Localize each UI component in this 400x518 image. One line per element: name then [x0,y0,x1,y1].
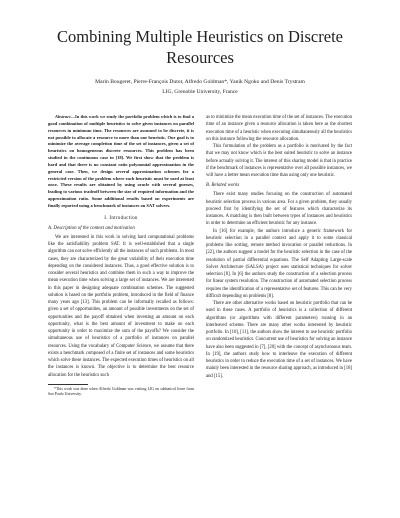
subsection-heading-related-works: B. Related works [206,183,240,189]
abstract-label: Abstract [55,114,71,119]
paragraph: as to minimize the mean execution time of the set of instances. The execution time of an instance given a resource allocation is taken here as the shortest execution time of a heuristic when executing simultaneously all the heuristics on this instance following the resource allocation. [206,115,352,142]
paragraph: We are interested in this work in solving hard computational problems like the satisfiability problem SAT. It is well-established that a single algorithm can not solve efficiently all the instances of such problems. In most cases, they are characterized by the great variability of their execution time depending on the considered instances. Thus, a good effective solution is to consider several heuristics and combine them in such a way to improve the mean execution time when solving a large set of instances. We are interested in this paper in designing adequate combination schemes. The suggested solution is based on the portfolio problem, introduced in the field of finance many years ago [13]. This problem can be informally recalled as follows: given a set of opportunities, an amount of possible investments on the set of opportunities and the payoff obtained when investing an amount on each opportunity, what is the best amount of investment to make on each opportunity in order to maximize the sum of the payoffs? We consider the simultaneous use of heuristics of a portfolio of instances on parallel resources. Using the vocabulary of Computer Science, we assume that there exists a benchmark composed of a finite set of instances and some heuristics which solve these instances. The expected execution times of heuristics on all the instances is known. The objective is to determine the best resource allocation for the heuristics such [48,234,194,378]
paragraph: In [16] for example, the authors introduce a generic framework for heuristic selection in a parallel context and apply it to some classical problems like sorting, remote method invocation or parallel reductions. In [22], the authors suggest a model for the heuristic selection in the case of the resolution of partial differential equations. The Self Adapting Large-scale Solver Architecture (SALSA) project uses statistical techniques for solver selection [8]. In [6] the authors study the construction of a selection process for linear system resolution. The construction of automated selection process requires the identification of a representative set of features. This can be very difficult depending on problems [8]. [206,228,352,299]
left-column [48,114,194,397]
abstract [48,114,194,210]
title-line-2: Resources [166,48,234,67]
title-line-1: Combining Multiple Heuristics on Discrete [57,27,343,46]
footnote-divider [48,384,88,385]
paragraph: There are other alternative works based on heuristic portfolio that can be used in these cases. A portfolio of heuristics is a collection of different algorithms (or algorithms with different parameters) running in an interleaved scheme. There are many other works interested by heuristic portfolio. In [10], [11], the authors show the interest to use heuristic portfolio on randomized heuristics. Concurrent use of heuristics for solving an instance have also been suggested in [7], [20] with the concept of asynchronous team. In [19], the authors study how to interleave the execution of different heuristics in order to reduce the execution time of a set of instances. We have mainly been interested in the resource sharing approach, as introduced in [18] and [15]. [206,301,352,379]
right-column [206,114,352,380]
author-list: Marin Bougeret, Pierre-François Dutot, Alfredo Goldman*, Yanik Ngoko and Denis Trystram [95,79,305,85]
paper-title [0,26,400,68]
paragraph: There exist many studies focusing on the construction of automated heuristic selection process in various area. For a given problem, they usually proceed first by identifying the set of features which characterize its instances. A matching is then built between types of instances and heuristics in order to determine an efficient heuristic for any instance. [206,192,352,227]
section-heading-introduction: I. Introduction [104,215,138,221]
footnote: *This work was done when Alfredo Goldman was visiting LIG on sabbatical leave from Sao Paulo University. [48,386,194,397]
paragraph: This formulation of the problem as a portfolio is motivated by the fact that we may not know which is the best suited heuristic to solve an instance before actually solving it. The interest of this sharing model is that in practice if the benchmark of instances is representative over all possible instances, we will have a better mean execution time than using only one heuristic. [206,144,352,178]
subsection-heading-context: A. Description of the context and motivation [48,225,135,231]
abstract-text: —In this work we study the portfolio problem which is to find a good combination of multiple heuristics to solve given instances on parallel resources in minimum time. The resources are assumed to be discrete, it is not possible to allocate a resource to more than one heuristic. Our goal is to minimize the average completion time of the set of instances, given a set of heuristics on homogeneous discrete resources. This problem has been studied in the continuous case in [18]. We first show that the problem is hard and that there is no constant ratio polynomial approximation in the general case. Then, we design several approximation schemes for a restricted version of the problem where each heuristic must be used at least once. These results are obtained by using oracle with several guesses, leading to various tradeoff between the size of required information and the approximation ratio. Some additional results based on experiments are finally reported using a benchmark of instances on SAT solvers. [48,114,194,208]
affiliation: LIG, Grenoble University, France [162,89,238,95]
